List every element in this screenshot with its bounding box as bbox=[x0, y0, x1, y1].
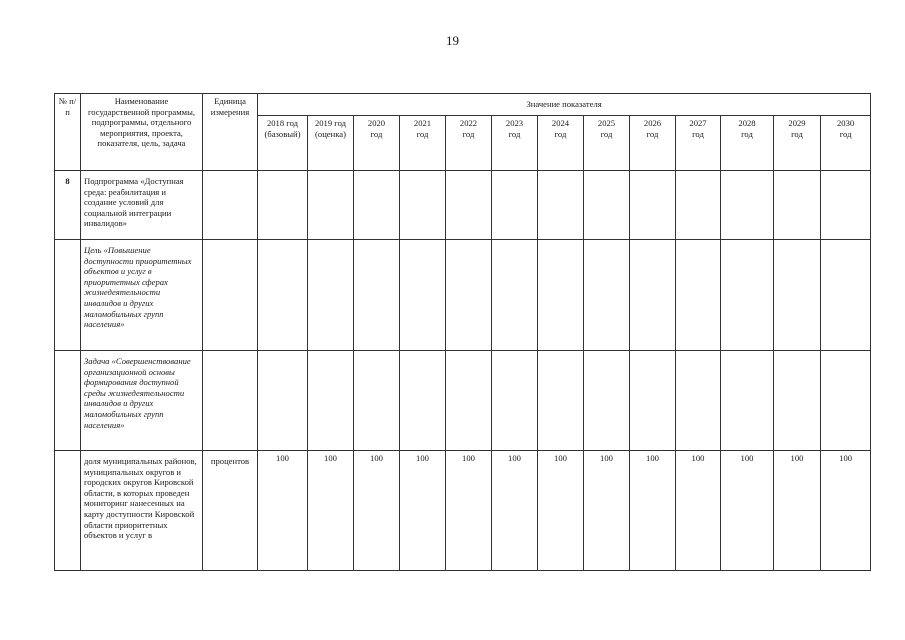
row-value: 100 bbox=[676, 451, 721, 571]
row-value bbox=[538, 171, 584, 240]
row-value bbox=[630, 240, 676, 351]
row-value bbox=[584, 351, 630, 451]
header-year bbox=[721, 116, 774, 171]
row-value bbox=[354, 351, 400, 451]
row-value bbox=[446, 240, 492, 351]
row-name: Подпрограмма «Доступная среда: реабилитация и создание условий для социальной интеграции инвалидов» bbox=[81, 171, 203, 240]
row-value bbox=[492, 171, 538, 240]
header-year-line2: год bbox=[646, 128, 659, 139]
row-unit bbox=[203, 351, 258, 451]
row-value bbox=[630, 351, 676, 451]
header-year-line1: 2023 bbox=[505, 118, 524, 128]
header-year bbox=[676, 116, 721, 171]
header-year-line1: 2026 bbox=[643, 118, 662, 128]
row-number bbox=[55, 451, 81, 571]
header-year-line2: год bbox=[462, 128, 475, 139]
header-year-line1: 2018 год bbox=[266, 118, 299, 128]
row-value: 100 bbox=[774, 451, 821, 571]
header-year-line2: год bbox=[741, 128, 753, 139]
header-year-line1: 2027 bbox=[689, 118, 707, 128]
row-value bbox=[721, 240, 774, 351]
row-value: 100 bbox=[721, 451, 774, 571]
row-value: 100 bbox=[630, 451, 676, 571]
row-value: 100 bbox=[308, 451, 354, 571]
header-year bbox=[446, 116, 492, 171]
row-value bbox=[721, 171, 774, 240]
header-year-line1: 2022 bbox=[459, 118, 478, 128]
row-value bbox=[258, 171, 308, 240]
row-value: 100 bbox=[821, 451, 871, 571]
header-year-line1: 2024 bbox=[551, 118, 570, 128]
row-value bbox=[400, 240, 446, 351]
row-value bbox=[354, 171, 400, 240]
header-year bbox=[584, 116, 630, 171]
header-year-line2: год bbox=[600, 128, 613, 139]
header-year-line2: год bbox=[416, 128, 429, 139]
header-year-line1: 2029 bbox=[788, 118, 806, 128]
header-year bbox=[492, 116, 538, 171]
row-value: 100 bbox=[258, 451, 308, 571]
row-value bbox=[258, 240, 308, 351]
row-value bbox=[676, 171, 721, 240]
header-year-line2: год bbox=[839, 128, 852, 139]
row-value: 100 bbox=[538, 451, 584, 571]
header-year-line2: год bbox=[554, 128, 567, 139]
row-value: 100 bbox=[584, 451, 630, 571]
row-value: 100 bbox=[446, 451, 492, 571]
header-year bbox=[821, 116, 871, 171]
row-value bbox=[538, 351, 584, 451]
table-row bbox=[55, 240, 871, 351]
row-value bbox=[258, 351, 308, 451]
table-row bbox=[55, 171, 871, 240]
header-year bbox=[308, 116, 354, 171]
row-value bbox=[630, 171, 676, 240]
indicator-table bbox=[54, 93, 871, 571]
header-year-line1: 2020 bbox=[367, 118, 386, 128]
row-number bbox=[55, 240, 81, 351]
row-value bbox=[446, 171, 492, 240]
header-name: Наименование государственной программы, подпрограммы, отдельного мероприятия, проекта, показателя, цель, задача bbox=[81, 94, 203, 171]
header-year-line2: год bbox=[791, 128, 803, 139]
row-value bbox=[774, 240, 821, 351]
row-unit bbox=[203, 171, 258, 240]
header-unit: Единица измерения bbox=[203, 94, 258, 171]
row-value bbox=[492, 351, 538, 451]
row-value bbox=[584, 240, 630, 351]
header-year bbox=[400, 116, 446, 171]
table-row bbox=[55, 351, 871, 451]
header-year-line1: 2025 bbox=[597, 118, 616, 128]
row-number: 8 bbox=[55, 171, 81, 240]
row-value bbox=[821, 171, 871, 240]
row-value bbox=[676, 240, 721, 351]
table-row bbox=[55, 451, 871, 571]
row-value bbox=[308, 351, 354, 451]
row-value bbox=[446, 351, 492, 451]
header-year bbox=[774, 116, 821, 171]
row-value bbox=[721, 351, 774, 451]
header-year-line2: год bbox=[508, 128, 521, 139]
row-value bbox=[538, 240, 584, 351]
row-unit bbox=[203, 240, 258, 351]
header-year-line1: 2021 bbox=[413, 118, 432, 128]
header-year-line1: 2019 год bbox=[314, 118, 347, 128]
row-unit: процентов bbox=[203, 451, 258, 571]
header-year bbox=[630, 116, 676, 171]
header-year bbox=[258, 116, 308, 171]
row-value bbox=[676, 351, 721, 451]
row-value bbox=[774, 351, 821, 451]
header-year bbox=[354, 116, 400, 171]
header-year-line1: 2030 bbox=[836, 118, 855, 128]
row-value bbox=[400, 171, 446, 240]
header-year-line1: 2028 bbox=[738, 118, 756, 128]
header-year-line2: (базовый) bbox=[264, 128, 301, 139]
row-value: 100 bbox=[492, 451, 538, 571]
row-value bbox=[308, 240, 354, 351]
row-value bbox=[308, 171, 354, 240]
header-value-group: Значение показателя bbox=[258, 94, 871, 116]
header-year-line2: (оценка) bbox=[315, 128, 346, 139]
row-value: 100 bbox=[354, 451, 400, 571]
row-value: 100 bbox=[400, 451, 446, 571]
row-value bbox=[774, 171, 821, 240]
row-value bbox=[821, 351, 871, 451]
header-year bbox=[538, 116, 584, 171]
row-value bbox=[354, 240, 400, 351]
row-value bbox=[584, 171, 630, 240]
header-year-line2: год bbox=[370, 128, 383, 139]
header-number: № п/п bbox=[55, 94, 81, 171]
row-number bbox=[55, 351, 81, 451]
header-year-line2: год bbox=[692, 128, 704, 139]
header-row-top bbox=[55, 94, 871, 116]
row-value bbox=[821, 240, 871, 351]
row-name: доля муниципальных районов, муниципальных округов и городских округов Кировской области, в которых проведен мониторинг нанесенных на карту доступности Кировской области приоритетных объектов и услуг в bbox=[81, 451, 203, 571]
row-value bbox=[400, 351, 446, 451]
row-name: Задача «Совершенствование организационной основы формирования доступной среды жизнедеятельности инвалидов и других маломобильных групп населения» bbox=[81, 351, 203, 451]
row-value bbox=[492, 240, 538, 351]
page-number: 19 bbox=[446, 33, 459, 48]
row-name: Цель «Повышение доступности приоритетных объектов и услуг в приоритетных сферах жизнедеятельности инвалидов и других маломобильных групп населения» bbox=[81, 240, 203, 351]
